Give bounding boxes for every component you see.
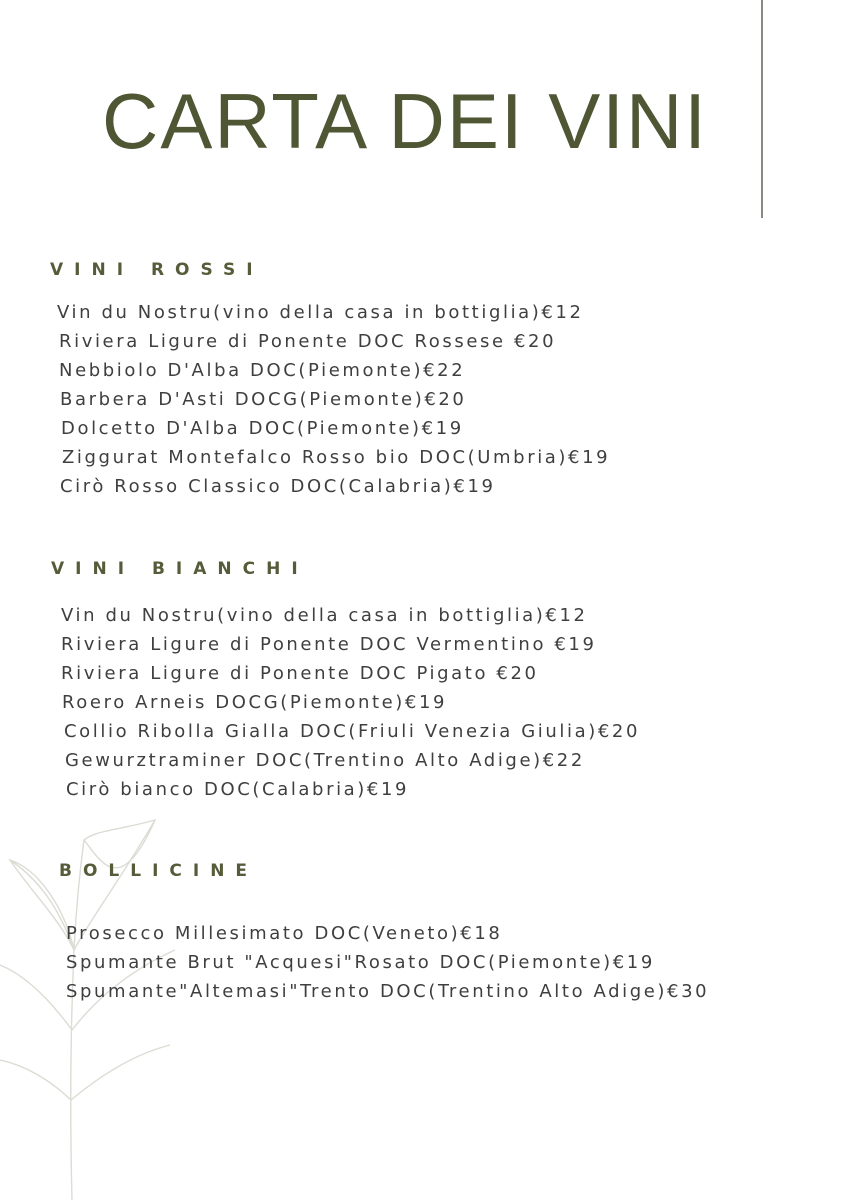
- list-item: Prosecco Millesimato DOC(Veneto)€18: [66, 923, 503, 944]
- list-item: Collio Ribolla Gialla DOC(Friuli Venezia Giulia)€20: [64, 721, 640, 742]
- page-title: CARTA DEI VINI: [102, 77, 708, 165]
- list-item: Riviera Ligure di Ponente DOC Pigato €20: [61, 663, 539, 684]
- bollicine-list: [66, 919, 709, 1006]
- list-item: Spumante"Altemasi"Trento DOC(Trentino Alto Adige)€30: [66, 981, 710, 1002]
- list-item: Gewurztraminer DOC(Trentino Alto Adige)€22: [65, 750, 585, 771]
- section-heading-vini-bianchi: VINI BIANCHI: [51, 559, 309, 579]
- section-heading-vini-rossi: VINI ROSSI: [50, 260, 264, 280]
- list-item: Cirò Rosso Classico DOC(Calabria)€19: [60, 476, 496, 497]
- list-item: Ziggurat Montefalco Rosso bio DOC(Umbria)€19: [62, 447, 611, 468]
- section-heading-bollicine: BOLLICINE: [59, 861, 259, 881]
- list-item: Vin du Nostru(vino della casa in bottiglia)€12: [61, 605, 588, 626]
- vini-bianchi-list: [61, 601, 640, 804]
- list-item: Spumante Brut "Acquesi"Rosato DOC(Piemonte)€19: [66, 952, 655, 973]
- list-item: Cirò bianco DOC(Calabria)€19: [66, 779, 410, 800]
- list-item: Nebbiolo D'Alba DOC(Piemonte)€22: [59, 360, 466, 381]
- list-item: Riviera Ligure di Ponente DOC Rossese €20: [59, 331, 557, 352]
- list-item: Dolcetto D'Alba DOC(Piemonte)€19: [61, 418, 464, 439]
- list-item: Roero Arneis DOCG(Piemonte)€19: [62, 692, 448, 713]
- list-item: Barbera D'Asti DOCG(Piemonte)€20: [60, 389, 467, 410]
- list-item: Riviera Ligure di Ponente DOC Vermentino €19: [61, 634, 597, 655]
- list-item: Vin du Nostru(vino della casa in bottiglia)€12: [57, 302, 584, 323]
- vini-rossi-list: [57, 298, 610, 501]
